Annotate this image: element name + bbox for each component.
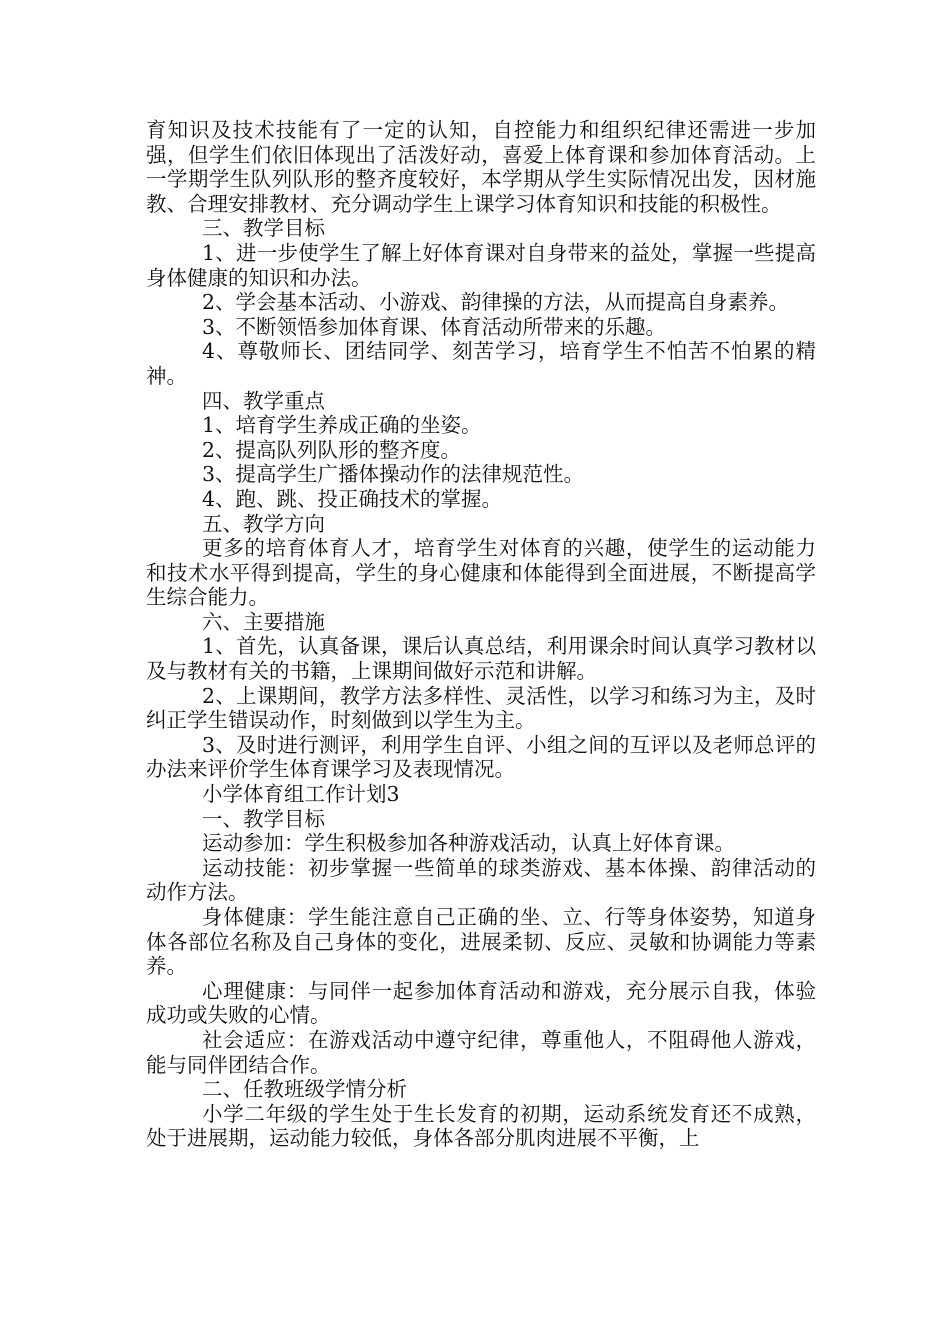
list-item: 1、培育学生养成正确的坐姿。 — [202, 413, 482, 438]
paragraph: 身体健康：学生能注意自己正确的坐、立、行等身体姿势，知道身体各部位名称及自己身体的变化，进展柔韧、反应、灵敏和协调能力等素养。 — [146, 905, 816, 979]
list-item: 2、提高队列队形的整齐度。 — [202, 437, 462, 462]
paragraph: 运动参加：学生积极参加各种游戏活动，认真上好体育课。 — [202, 831, 735, 856]
list-item: 4、尊敬师长、团结同学、刻苦学习，培育学生不怕苦不怕累的精神。 — [146, 339, 816, 388]
section-heading: 二、任教班级学情分析 — [202, 1077, 407, 1102]
paragraph: 小学二年级的学生处于生长发育的初期，运动系统发育还不成熟，处于进展期，运动能力较低，身体各部分肌肉进展不平衡，上 — [146, 1101, 816, 1151]
list-item: 4、跑、跳、投正确技术的掌握。 — [202, 486, 503, 511]
list-item: 1、首先，认真备课，课后认真总结，利用课余时间认真学习教材以及与教材有关的书籍，上课期间做好示范和讲解。 — [146, 634, 816, 684]
list-item: 3、提高学生广播体操动作的法律规范性。 — [202, 462, 585, 487]
paragraph: 更多的培育体育人才，培育学生对体育的兴趣，使学生的运动能力和技术水平得到提高，学生的身心健康和体能得到全面进展，不断提高学生综合能力。 — [146, 536, 816, 610]
paragraph: 心理健康：与同伴一起参加体育活动和游戏，充分展示自我，体验成功或失败的心情。 — [146, 978, 816, 1028]
section-heading: 六、主要措施 — [202, 609, 325, 634]
section-heading: 四、教学重点 — [202, 388, 325, 413]
list-item: 1、进一步使学生了解上好体育课对自身带来的益处，掌握一些提高身体健康的知识和办法。 — [146, 240, 816, 290]
document-page — [146, 118, 816, 1151]
list-item: 3、及时进行测评，利用学生自评、小组之间的互评以及老师总评的办法来评价学生体育课学习及表现情况。 — [146, 732, 816, 782]
paragraph: 运动技能：初步掌握一些简单的球类游戏、基本体操、韵律活动的动作方法。 — [146, 855, 816, 905]
paragraph: 育知识及技术技能有了一定的认知，自控能力和组织纪律还需进一步加强，但学生们依旧体现出了活泼好动，喜爱上体育课和参加体育活动。上一学期学生队列队形的整齐度较好，本学期从学生实际情况出发，因材施教、合理安排教材、充分调动学生上课学习体育知识和技能的积极性。 — [146, 118, 816, 216]
section-heading: 五、教学方向 — [202, 511, 325, 536]
list-item: 2、学会基本活动、小游戏、韵律操的方法，从而提高自身素养。 — [202, 290, 790, 315]
document-title: 小学体育组工作计划3 — [202, 782, 400, 807]
section-heading: 三、教学目标 — [202, 216, 325, 241]
section-heading: 一、教学目标 — [202, 806, 325, 831]
list-item: 2、上课期间，教学方法多样性、灵活性，以学习和练习为主，及时纠正学生错误动作，时刻做到以学生为主。 — [146, 683, 816, 733]
paragraph: 社会适应：在游戏活动中遵守纪律，尊重他人，不阻碍他人游戏，能与同伴团结合作。 — [146, 1027, 816, 1077]
list-item: 3、不断领悟参加体育课、体育活动所带来的乐趣。 — [202, 314, 667, 339]
